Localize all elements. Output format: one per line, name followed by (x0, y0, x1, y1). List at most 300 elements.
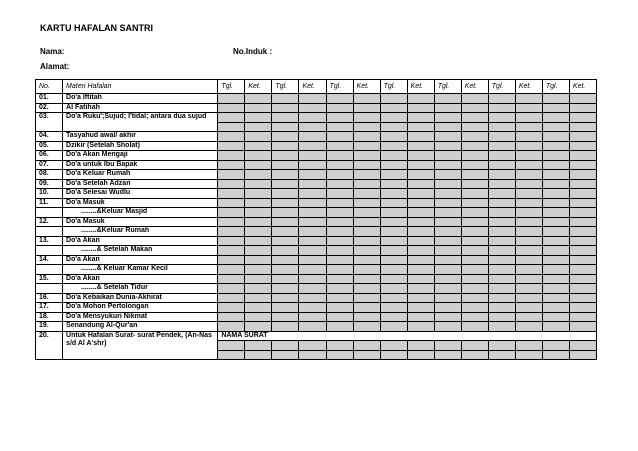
tgl-cell[interactable] (488, 141, 515, 151)
tgl-cell[interactable] (434, 255, 461, 265)
tgl-cell[interactable] (272, 198, 299, 208)
ket-cell[interactable] (299, 94, 326, 104)
tgl-cell[interactable] (326, 94, 353, 104)
ket-cell[interactable] (299, 255, 326, 265)
ket-cell[interactable] (569, 227, 596, 237)
tgl-cell[interactable] (434, 151, 461, 161)
tgl-cell[interactable] (326, 236, 353, 246)
tgl-cell[interactable] (218, 103, 245, 113)
ket-cell[interactable] (569, 303, 596, 313)
tgl-cell[interactable] (218, 113, 245, 123)
ket-cell[interactable] (245, 189, 272, 199)
surat-cell[interactable] (461, 341, 488, 351)
ket-cell[interactable] (353, 227, 380, 237)
surat-cell[interactable] (461, 350, 488, 360)
tgl-cell[interactable] (488, 217, 515, 227)
surat-cell[interactable] (515, 341, 542, 351)
tgl-cell[interactable] (434, 189, 461, 199)
tgl-cell[interactable] (326, 170, 353, 180)
ket-cell[interactable] (299, 103, 326, 113)
tgl-cell[interactable] (326, 198, 353, 208)
tgl-cell[interactable] (272, 141, 299, 151)
tgl-cell[interactable] (434, 303, 461, 313)
ket-cell[interactable] (407, 179, 434, 189)
ket-cell[interactable] (461, 322, 488, 332)
ket-cell[interactable] (353, 274, 380, 284)
tgl-cell[interactable] (326, 227, 353, 237)
ket-cell[interactable] (461, 198, 488, 208)
tgl-cell[interactable] (488, 293, 515, 303)
ket-cell[interactable] (461, 141, 488, 151)
tgl-cell[interactable] (218, 208, 245, 218)
tgl-cell[interactable] (488, 284, 515, 294)
tgl-cell[interactable] (218, 284, 245, 294)
tgl-cell[interactable] (272, 113, 299, 123)
ket-cell[interactable] (299, 265, 326, 275)
ket-cell[interactable] (299, 246, 326, 256)
tgl-cell[interactable] (434, 122, 461, 132)
tgl-cell[interactable] (272, 94, 299, 104)
ket-cell[interactable] (245, 217, 272, 227)
ket-cell[interactable] (515, 160, 542, 170)
tgl-cell[interactable] (218, 189, 245, 199)
ket-cell[interactable] (245, 322, 272, 332)
surat-cell[interactable] (380, 341, 407, 351)
tgl-cell[interactable] (272, 303, 299, 313)
ket-cell[interactable] (569, 198, 596, 208)
surat-cell[interactable] (326, 341, 353, 351)
surat-cell[interactable] (299, 350, 326, 360)
tgl-cell[interactable] (272, 189, 299, 199)
ket-cell[interactable] (461, 179, 488, 189)
tgl-cell[interactable] (380, 255, 407, 265)
ket-cell[interactable] (245, 284, 272, 294)
ket-cell[interactable] (461, 312, 488, 322)
tgl-cell[interactable] (488, 236, 515, 246)
ket-cell[interactable] (407, 113, 434, 123)
tgl-cell[interactable] (434, 246, 461, 256)
ket-cell[interactable] (299, 198, 326, 208)
ket-cell[interactable] (407, 141, 434, 151)
tgl-cell[interactable] (488, 227, 515, 237)
ket-cell[interactable] (515, 227, 542, 237)
tgl-cell[interactable] (488, 208, 515, 218)
ket-cell[interactable] (245, 236, 272, 246)
ket-cell[interactable] (569, 103, 596, 113)
tgl-cell[interactable] (380, 236, 407, 246)
ket-cell[interactable] (245, 113, 272, 123)
tgl-cell[interactable] (542, 179, 569, 189)
tgl-cell[interactable] (272, 208, 299, 218)
tgl-cell[interactable] (326, 322, 353, 332)
ket-cell[interactable] (407, 236, 434, 246)
tgl-cell[interactable] (272, 255, 299, 265)
ket-cell[interactable] (407, 246, 434, 256)
surat-cell[interactable] (218, 341, 245, 351)
ket-cell[interactable] (569, 151, 596, 161)
tgl-cell[interactable] (488, 265, 515, 275)
tgl-cell[interactable] (542, 284, 569, 294)
tgl-cell[interactable] (218, 141, 245, 151)
ket-cell[interactable] (353, 170, 380, 180)
ket-cell[interactable] (299, 132, 326, 142)
ket-cell[interactable] (407, 293, 434, 303)
tgl-cell[interactable] (218, 160, 245, 170)
tgl-cell[interactable] (380, 274, 407, 284)
ket-cell[interactable] (569, 255, 596, 265)
ket-cell[interactable] (515, 141, 542, 151)
ket-cell[interactable] (515, 255, 542, 265)
ket-cell[interactable] (245, 179, 272, 189)
tgl-cell[interactable] (218, 312, 245, 322)
tgl-cell[interactable] (488, 132, 515, 142)
tgl-cell[interactable] (380, 113, 407, 123)
ket-cell[interactable] (407, 151, 434, 161)
ket-cell[interactable] (353, 160, 380, 170)
tgl-cell[interactable] (218, 274, 245, 284)
tgl-cell[interactable] (542, 246, 569, 256)
ket-cell[interactable] (353, 122, 380, 132)
tgl-cell[interactable] (488, 179, 515, 189)
tgl-cell[interactable] (380, 312, 407, 322)
tgl-cell[interactable] (434, 322, 461, 332)
ket-cell[interactable] (299, 189, 326, 199)
tgl-cell[interactable] (542, 265, 569, 275)
tgl-cell[interactable] (542, 151, 569, 161)
ket-cell[interactable] (407, 160, 434, 170)
ket-cell[interactable] (515, 246, 542, 256)
tgl-cell[interactable] (488, 160, 515, 170)
ket-cell[interactable] (515, 103, 542, 113)
ket-cell[interactable] (245, 170, 272, 180)
tgl-cell[interactable] (434, 160, 461, 170)
surat-cell[interactable] (245, 350, 272, 360)
ket-cell[interactable] (407, 122, 434, 132)
ket-cell[interactable] (461, 94, 488, 104)
surat-cell[interactable] (515, 350, 542, 360)
ket-cell[interactable] (515, 322, 542, 332)
ket-cell[interactable] (515, 293, 542, 303)
tgl-cell[interactable] (434, 141, 461, 151)
ket-cell[interactable] (515, 265, 542, 275)
ket-cell[interactable] (569, 122, 596, 132)
tgl-cell[interactable] (272, 246, 299, 256)
tgl-cell[interactable] (326, 284, 353, 294)
tgl-cell[interactable] (218, 122, 245, 132)
tgl-cell[interactable] (272, 151, 299, 161)
ket-cell[interactable] (461, 255, 488, 265)
tgl-cell[interactable] (272, 322, 299, 332)
ket-cell[interactable] (299, 141, 326, 151)
tgl-cell[interactable] (272, 103, 299, 113)
surat-cell[interactable] (272, 341, 299, 351)
ket-cell[interactable] (461, 293, 488, 303)
ket-cell[interactable] (407, 274, 434, 284)
tgl-cell[interactable] (542, 103, 569, 113)
tgl-cell[interactable] (326, 113, 353, 123)
tgl-cell[interactable] (326, 246, 353, 256)
ket-cell[interactable] (569, 246, 596, 256)
tgl-cell[interactable] (542, 189, 569, 199)
ket-cell[interactable] (299, 303, 326, 313)
ket-cell[interactable] (245, 312, 272, 322)
ket-cell[interactable] (353, 198, 380, 208)
tgl-cell[interactable] (488, 312, 515, 322)
tgl-cell[interactable] (488, 189, 515, 199)
tgl-cell[interactable] (542, 255, 569, 265)
ket-cell[interactable] (569, 265, 596, 275)
ket-cell[interactable] (299, 274, 326, 284)
ket-cell[interactable] (569, 217, 596, 227)
tgl-cell[interactable] (488, 151, 515, 161)
ket-cell[interactable] (515, 113, 542, 123)
ket-cell[interactable] (245, 274, 272, 284)
ket-cell[interactable] (245, 103, 272, 113)
ket-cell[interactable] (299, 284, 326, 294)
tgl-cell[interactable] (380, 227, 407, 237)
tgl-cell[interactable] (380, 132, 407, 142)
surat-cell[interactable] (542, 350, 569, 360)
tgl-cell[interactable] (434, 227, 461, 237)
surat-cell[interactable] (569, 341, 596, 351)
tgl-cell[interactable] (488, 103, 515, 113)
ket-cell[interactable] (515, 236, 542, 246)
ket-cell[interactable] (245, 265, 272, 275)
tgl-cell[interactable] (488, 255, 515, 265)
ket-cell[interactable] (299, 170, 326, 180)
surat-cell[interactable] (488, 350, 515, 360)
tgl-cell[interactable] (488, 94, 515, 104)
ket-cell[interactable] (515, 179, 542, 189)
tgl-cell[interactable] (542, 141, 569, 151)
ket-cell[interactable] (569, 312, 596, 322)
tgl-cell[interactable] (542, 322, 569, 332)
tgl-cell[interactable] (380, 198, 407, 208)
tgl-cell[interactable] (380, 122, 407, 132)
ket-cell[interactable] (353, 246, 380, 256)
ket-cell[interactable] (569, 274, 596, 284)
ket-cell[interactable] (245, 227, 272, 237)
ket-cell[interactable] (245, 293, 272, 303)
tgl-cell[interactable] (272, 274, 299, 284)
ket-cell[interactable] (299, 208, 326, 218)
ket-cell[interactable] (245, 208, 272, 218)
tgl-cell[interactable] (218, 246, 245, 256)
ket-cell[interactable] (569, 113, 596, 123)
tgl-cell[interactable] (380, 246, 407, 256)
ket-cell[interactable] (299, 217, 326, 227)
tgl-cell[interactable] (542, 274, 569, 284)
tgl-cell[interactable] (326, 274, 353, 284)
ket-cell[interactable] (407, 322, 434, 332)
tgl-cell[interactable] (542, 160, 569, 170)
ket-cell[interactable] (353, 293, 380, 303)
ket-cell[interactable] (515, 132, 542, 142)
ket-cell[interactable] (461, 208, 488, 218)
ket-cell[interactable] (407, 170, 434, 180)
tgl-cell[interactable] (488, 246, 515, 256)
tgl-cell[interactable] (488, 198, 515, 208)
tgl-cell[interactable] (218, 236, 245, 246)
ket-cell[interactable] (407, 265, 434, 275)
tgl-cell[interactable] (380, 217, 407, 227)
tgl-cell[interactable] (542, 122, 569, 132)
tgl-cell[interactable] (488, 322, 515, 332)
tgl-cell[interactable] (488, 303, 515, 313)
surat-cell[interactable] (245, 341, 272, 351)
tgl-cell[interactable] (218, 179, 245, 189)
surat-cell[interactable] (353, 341, 380, 351)
surat-cell[interactable] (272, 350, 299, 360)
tgl-cell[interactable] (218, 94, 245, 104)
ket-cell[interactable] (407, 208, 434, 218)
ket-cell[interactable] (569, 284, 596, 294)
tgl-cell[interactable] (488, 122, 515, 132)
ket-cell[interactable] (407, 312, 434, 322)
ket-cell[interactable] (461, 132, 488, 142)
ket-cell[interactable] (461, 284, 488, 294)
ket-cell[interactable] (299, 227, 326, 237)
ket-cell[interactable] (353, 151, 380, 161)
tgl-cell[interactable] (542, 198, 569, 208)
tgl-cell[interactable] (542, 113, 569, 123)
ket-cell[interactable] (299, 179, 326, 189)
ket-cell[interactable] (407, 94, 434, 104)
ket-cell[interactable] (461, 151, 488, 161)
ket-cell[interactable] (461, 103, 488, 113)
ket-cell[interactable] (353, 179, 380, 189)
tgl-cell[interactable] (380, 284, 407, 294)
tgl-cell[interactable] (326, 141, 353, 151)
ket-cell[interactable] (407, 303, 434, 313)
ket-cell[interactable] (407, 189, 434, 199)
tgl-cell[interactable] (272, 227, 299, 237)
ket-cell[interactable] (245, 160, 272, 170)
ket-cell[interactable] (299, 160, 326, 170)
tgl-cell[interactable] (272, 122, 299, 132)
tgl-cell[interactable] (272, 284, 299, 294)
ket-cell[interactable] (353, 284, 380, 294)
ket-cell[interactable] (461, 265, 488, 275)
ket-cell[interactable] (299, 312, 326, 322)
ket-cell[interactable] (353, 189, 380, 199)
ket-cell[interactable] (407, 217, 434, 227)
tgl-cell[interactable] (434, 113, 461, 123)
surat-cell[interactable] (542, 341, 569, 351)
ket-cell[interactable] (569, 236, 596, 246)
ket-cell[interactable] (407, 255, 434, 265)
ket-cell[interactable] (353, 236, 380, 246)
ket-cell[interactable] (353, 217, 380, 227)
ket-cell[interactable] (299, 293, 326, 303)
ket-cell[interactable] (245, 246, 272, 256)
tgl-cell[interactable] (542, 217, 569, 227)
ket-cell[interactable] (353, 322, 380, 332)
tgl-cell[interactable] (380, 160, 407, 170)
tgl-cell[interactable] (326, 160, 353, 170)
tgl-cell[interactable] (542, 132, 569, 142)
tgl-cell[interactable] (326, 265, 353, 275)
ket-cell[interactable] (353, 113, 380, 123)
ket-cell[interactable] (299, 151, 326, 161)
tgl-cell[interactable] (218, 255, 245, 265)
tgl-cell[interactable] (434, 170, 461, 180)
tgl-cell[interactable] (434, 103, 461, 113)
tgl-cell[interactable] (434, 217, 461, 227)
ket-cell[interactable] (299, 322, 326, 332)
tgl-cell[interactable] (326, 103, 353, 113)
tgl-cell[interactable] (272, 312, 299, 322)
tgl-cell[interactable] (218, 170, 245, 180)
ket-cell[interactable] (515, 208, 542, 218)
tgl-cell[interactable] (542, 208, 569, 218)
tgl-cell[interactable] (272, 132, 299, 142)
surat-cell[interactable] (218, 350, 245, 360)
ket-cell[interactable] (461, 113, 488, 123)
ket-cell[interactable] (407, 227, 434, 237)
ket-cell[interactable] (569, 141, 596, 151)
tgl-cell[interactable] (272, 293, 299, 303)
ket-cell[interactable] (353, 94, 380, 104)
ket-cell[interactable] (245, 198, 272, 208)
tgl-cell[interactable] (434, 179, 461, 189)
ket-cell[interactable] (299, 113, 326, 123)
tgl-cell[interactable] (542, 303, 569, 313)
ket-cell[interactable] (515, 312, 542, 322)
ket-cell[interactable] (299, 236, 326, 246)
ket-cell[interactable] (569, 94, 596, 104)
ket-cell[interactable] (515, 94, 542, 104)
ket-cell[interactable] (245, 94, 272, 104)
tgl-cell[interactable] (542, 312, 569, 322)
tgl-cell[interactable] (326, 255, 353, 265)
ket-cell[interactable] (353, 265, 380, 275)
tgl-cell[interactable] (434, 236, 461, 246)
ket-cell[interactable] (515, 189, 542, 199)
ket-cell[interactable] (515, 284, 542, 294)
tgl-cell[interactable] (542, 293, 569, 303)
ket-cell[interactable] (461, 170, 488, 180)
tgl-cell[interactable] (218, 132, 245, 142)
surat-cell[interactable] (326, 350, 353, 360)
ket-cell[interactable] (569, 160, 596, 170)
surat-cell[interactable] (488, 341, 515, 351)
tgl-cell[interactable] (326, 179, 353, 189)
tgl-cell[interactable] (326, 132, 353, 142)
ket-cell[interactable] (353, 208, 380, 218)
tgl-cell[interactable] (542, 236, 569, 246)
surat-cell[interactable] (380, 350, 407, 360)
tgl-cell[interactable] (380, 303, 407, 313)
surat-cell[interactable] (299, 341, 326, 351)
ket-cell[interactable] (245, 132, 272, 142)
tgl-cell[interactable] (218, 265, 245, 275)
ket-cell[interactable] (515, 303, 542, 313)
surat-cell[interactable] (434, 350, 461, 360)
ket-cell[interactable] (569, 322, 596, 332)
ket-cell[interactable] (461, 274, 488, 284)
tgl-cell[interactable] (326, 151, 353, 161)
ket-cell[interactable] (461, 227, 488, 237)
ket-cell[interactable] (461, 246, 488, 256)
ket-cell[interactable] (569, 208, 596, 218)
surat-cell[interactable] (353, 350, 380, 360)
tgl-cell[interactable] (326, 293, 353, 303)
tgl-cell[interactable] (380, 151, 407, 161)
tgl-cell[interactable] (380, 189, 407, 199)
tgl-cell[interactable] (218, 151, 245, 161)
tgl-cell[interactable] (380, 141, 407, 151)
